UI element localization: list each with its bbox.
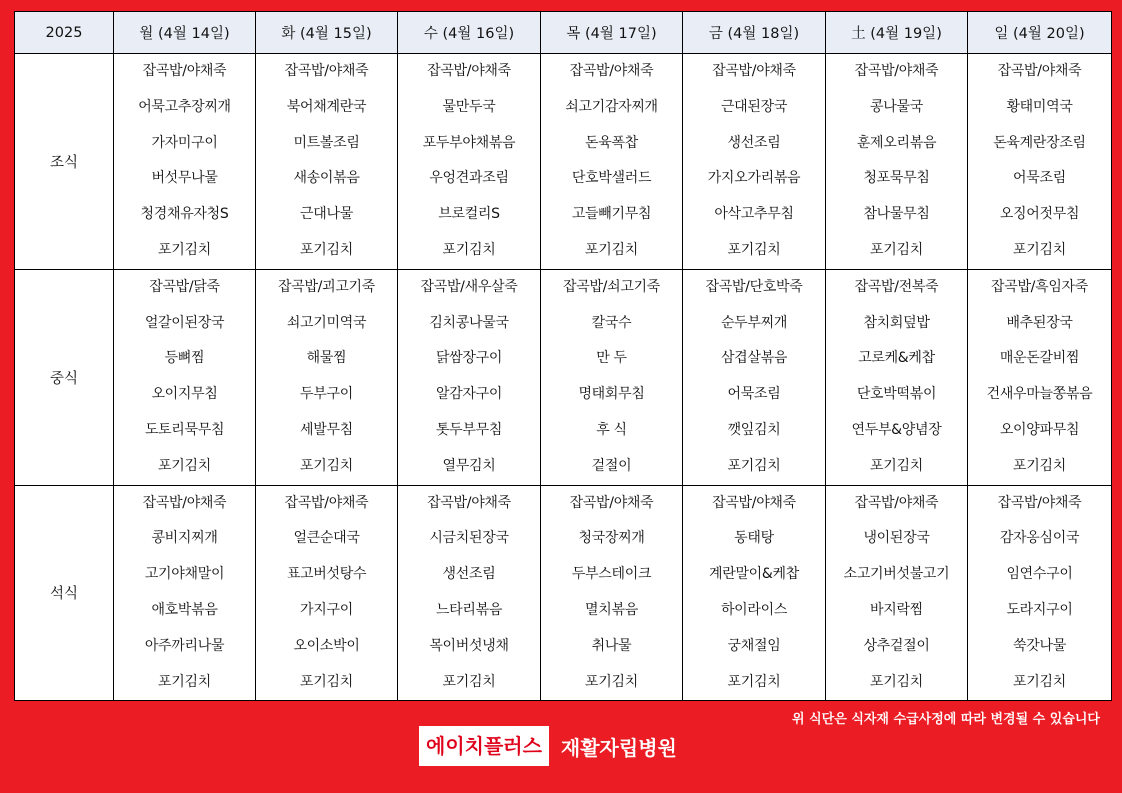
menu-item: 바지락찜 bbox=[870, 601, 923, 618]
menu-item: 돈육폭찹 bbox=[585, 134, 638, 151]
menu-item: 청국장찌개 bbox=[578, 530, 645, 547]
menu-item: 해물찜 bbox=[306, 350, 347, 367]
menu-item: 궁채절임 bbox=[727, 637, 781, 654]
menu-item: 오이지무침 bbox=[151, 386, 218, 403]
menu-item: 청경채유자청S bbox=[140, 206, 229, 223]
menu-item: 북어채계란국 bbox=[286, 98, 367, 115]
menu-item: 연두부&양념장 bbox=[851, 421, 942, 438]
menu-item: 가지구이 bbox=[300, 601, 353, 618]
menu-item: 잡곡밥/전복죽 bbox=[854, 278, 939, 295]
menu-item: 포기김치 bbox=[727, 457, 781, 474]
menu-cell-lunch-tue bbox=[256, 269, 398, 485]
menu-item: 생선조림 bbox=[727, 134, 781, 151]
menu-item: 아삭고추무침 bbox=[714, 206, 794, 223]
day-header-sun: 일 (4월 20일) bbox=[968, 12, 1112, 54]
menu-item: 돈육계란장조림 bbox=[993, 134, 1086, 151]
menu-item: 잡곡밥/단호박죽 bbox=[705, 278, 803, 295]
menu-change-notice: 위 식단은 식자재 수급사정에 따라 변경될 수 있습니다 bbox=[792, 712, 1100, 727]
menu-item: 포기김치 bbox=[158, 673, 211, 690]
menu-item: 오징어젓무침 bbox=[999, 206, 1080, 223]
menu-item: 미트볼조림 bbox=[293, 134, 360, 151]
menu-item: 잡곡밥/새우살죽 bbox=[420, 278, 518, 295]
menu-cell-lunch-wed bbox=[398, 269, 541, 485]
menu-item: 콩비지찌개 bbox=[151, 530, 218, 547]
menu-cell-lunch-sun bbox=[968, 269, 1112, 485]
menu-item: 고로케&케찹 bbox=[858, 350, 935, 367]
menu-item: 쇠고기미역국 bbox=[286, 314, 367, 331]
menu-cell-dinner-sat bbox=[826, 485, 968, 701]
menu-cell-dinner-sun bbox=[968, 485, 1112, 701]
menu-item: 포기김치 bbox=[1013, 241, 1066, 258]
menu-cell-dinner-thu bbox=[541, 485, 683, 701]
menu-item: 포기김치 bbox=[158, 457, 211, 474]
menu-item: 취나물 bbox=[591, 637, 632, 654]
meal-label-lunch: 중식 bbox=[15, 269, 114, 485]
menu-item: 브로컬리S bbox=[438, 206, 500, 223]
menu-item: 포기김치 bbox=[870, 457, 923, 474]
menu-item: 오이소박이 bbox=[293, 637, 360, 654]
menu-item: 포기김치 bbox=[727, 673, 781, 690]
menu-cell-dinner-tue bbox=[256, 485, 398, 701]
menu-item: 잡곡밥/흑임자죽 bbox=[991, 278, 1088, 295]
menu-item: 어묵조림 bbox=[1013, 170, 1066, 187]
menu-item: 잡곡밥/야채죽 bbox=[712, 63, 796, 79]
menu-item: 쇠고기감자찌개 bbox=[565, 98, 658, 115]
menu-item: 잡곡밥/야채죽 bbox=[427, 63, 511, 79]
menu-cell-breakfast-thu bbox=[541, 54, 683, 270]
menu-item: 후 식 bbox=[596, 421, 627, 438]
meal-label-dinner: 석식 bbox=[15, 485, 114, 701]
menu-item: 순두부찌개 bbox=[720, 314, 788, 331]
menu-cell-lunch-sat bbox=[826, 269, 968, 485]
menu-item: 포기김치 bbox=[870, 673, 923, 690]
menu-item: 포두부야채볶음 bbox=[422, 134, 516, 151]
header-row bbox=[15, 12, 1112, 54]
menu-item: 버섯무나물 bbox=[151, 170, 218, 187]
menu-item: 표고버섯탕수 bbox=[286, 566, 367, 583]
menu-item: 감자옹심이국 bbox=[999, 530, 1080, 547]
menu-item: 잡곡밥/쇠고기죽 bbox=[563, 278, 660, 295]
menu-item: 포기김치 bbox=[442, 241, 496, 258]
menu-item: 참치회덮밥 bbox=[863, 314, 930, 331]
menu-item: 쑥갓나물 bbox=[1013, 637, 1066, 654]
menu-item: 만 두 bbox=[596, 350, 627, 367]
menu-item: 포기김치 bbox=[1013, 673, 1066, 690]
menu-item: 닭쌈장구이 bbox=[435, 350, 503, 367]
menu-item: 잡곡밥/야채죽 bbox=[427, 494, 511, 511]
menu-item: 포기김치 bbox=[585, 673, 638, 690]
menu-item: 잡곡밥/야채죽 bbox=[854, 63, 939, 79]
menu-item: 상추겉절이 bbox=[863, 637, 930, 654]
menu-item: 두부스테이크 bbox=[571, 566, 652, 583]
weekly-menu-table bbox=[14, 11, 1112, 701]
menu-cell-dinner-mon bbox=[114, 485, 256, 701]
menu-item: 포기김치 bbox=[727, 241, 781, 258]
menu-item: 명태회무침 bbox=[578, 386, 645, 403]
menu-cell-breakfast-wed bbox=[398, 54, 541, 270]
menu-item: 세발무침 bbox=[300, 421, 353, 438]
logo-primary: 에이치플러스 bbox=[419, 726, 549, 766]
menu-item: 고기야채말이 bbox=[144, 566, 225, 583]
menu-item: 포기김치 bbox=[442, 673, 496, 690]
menu-item: 잡곡밥/닭죽 bbox=[149, 278, 220, 295]
menu-body bbox=[15, 54, 1112, 701]
menu-item: 청포묵무침 bbox=[863, 170, 930, 187]
menu-item: 두부구이 bbox=[300, 386, 353, 403]
menu-item: 포기김치 bbox=[158, 241, 211, 258]
menu-item: 오이양파무침 bbox=[999, 421, 1080, 438]
menu-item: 얼큰순대국 bbox=[293, 530, 360, 547]
menu-item: 임연수구이 bbox=[1006, 566, 1073, 583]
menu-item: 계란말이&케찹 bbox=[709, 566, 799, 583]
menu-item: 훈제오리볶음 bbox=[856, 134, 937, 151]
menu-item: 건새우마늘쫑볶음 bbox=[986, 386, 1093, 403]
menu-cell-breakfast-fri bbox=[683, 54, 826, 270]
menu-item: 하이라이스 bbox=[720, 601, 788, 618]
menu-cell-breakfast-tue bbox=[256, 54, 398, 270]
menu-item: 도토리묵무침 bbox=[144, 421, 225, 438]
menu-item: 단호박떡볶이 bbox=[856, 386, 937, 403]
menu-item: 잡곡밥/야채죽 bbox=[142, 63, 227, 79]
menu-item: 근대된장국 bbox=[720, 98, 788, 115]
menu-cell-breakfast-sun bbox=[968, 54, 1112, 270]
menu-cell-lunch-thu bbox=[541, 269, 683, 485]
menu-item: 고들빼기무침 bbox=[571, 206, 652, 223]
meal-row-lunch bbox=[15, 269, 1112, 485]
menu-item: 어묵고추장찌개 bbox=[138, 98, 231, 115]
menu-item: 생선조림 bbox=[442, 566, 496, 583]
menu-item: 잡곡밥/야채죽 bbox=[569, 494, 654, 511]
menu-item: 잡곡밥/야채죽 bbox=[997, 63, 1082, 79]
day-header-thu: 목 (4월 17일) bbox=[541, 12, 683, 54]
menu-item: 얼갈이된장국 bbox=[144, 314, 225, 331]
menu-item: 잡곡밥/야채죽 bbox=[854, 494, 939, 511]
menu-cell-lunch-fri bbox=[683, 269, 826, 485]
meal-label-breakfast: 조식 bbox=[15, 54, 114, 270]
menu-item: 냉이된장국 bbox=[863, 530, 930, 547]
menu-item: 동태탕 bbox=[734, 530, 774, 547]
menu-item: 잡곡밥/야채죽 bbox=[284, 494, 369, 511]
day-header-tue: 화 (4월 15일) bbox=[256, 12, 398, 54]
menu-item: 포기김치 bbox=[300, 241, 353, 258]
menu-item: 잡곡밥/야채죽 bbox=[569, 63, 654, 79]
menu-item: 포기김치 bbox=[300, 457, 353, 474]
menu-cell-dinner-fri bbox=[683, 485, 826, 701]
menu-item: 잡곡밥/괴고기죽 bbox=[278, 278, 375, 295]
menu-item: 톳두부무침 bbox=[435, 421, 503, 438]
menu-item: 콩나물국 bbox=[870, 98, 923, 115]
menu-item: 새송이볶음 bbox=[293, 170, 360, 187]
menu-item: 잡곡밥/야채죽 bbox=[284, 63, 369, 79]
day-header-fri: 금 (4월 18일) bbox=[683, 12, 826, 54]
menu-item: 잡곡밥/야채죽 bbox=[997, 494, 1082, 511]
day-header-mon: 월 (4월 14일) bbox=[114, 12, 256, 54]
menu-item: 우엉견과조림 bbox=[429, 170, 509, 187]
logo-secondary: 재활자립병원 bbox=[560, 735, 677, 760]
menu-item: 아주까리나물 bbox=[144, 637, 225, 654]
menu-cell-dinner-wed bbox=[398, 485, 541, 701]
menu-item: 단호박샐러드 bbox=[571, 170, 652, 187]
menu-item: 시금치된장국 bbox=[429, 530, 509, 547]
menu-item: 깻잎김치 bbox=[727, 421, 781, 438]
menu-item: 가자미구이 bbox=[151, 134, 218, 151]
menu-item: 칼국수 bbox=[591, 314, 632, 331]
menu-item: 포기김치 bbox=[300, 673, 353, 690]
menu-item: 매운돈갈비찜 bbox=[999, 350, 1080, 367]
menu-item: 겉절이 bbox=[591, 457, 632, 474]
menu-item: 잡곡밥/야채죽 bbox=[142, 494, 227, 511]
day-header-sat: 土 (4월 19일) bbox=[826, 12, 968, 54]
menu-item: 등뼈찜 bbox=[164, 350, 205, 367]
menu-item: 알감자구이 bbox=[435, 386, 503, 403]
menu-item: 목이버섯냉채 bbox=[429, 637, 509, 654]
menu-item: 소고기버섯불고기 bbox=[843, 566, 950, 583]
menu-item: 가지오가리볶음 bbox=[707, 170, 801, 187]
menu-item: 물만두국 bbox=[442, 98, 496, 115]
menu-cell-breakfast-mon bbox=[114, 54, 256, 270]
menu-item: 근대나물 bbox=[300, 206, 353, 223]
menu-item: 포기김치 bbox=[870, 241, 923, 258]
day-header-wed: 수 (4월 16일) bbox=[398, 12, 541, 54]
year-header: 2025 bbox=[15, 12, 114, 54]
menu-item: 느타리볶음 bbox=[435, 601, 503, 618]
menu-item: 배추된장국 bbox=[1006, 314, 1073, 331]
menu-item: 잡곡밥/야채죽 bbox=[712, 494, 796, 511]
menu-item: 멸치볶음 bbox=[585, 601, 638, 618]
meal-row-dinner bbox=[15, 485, 1112, 701]
menu-cell-lunch-mon bbox=[114, 269, 256, 485]
menu-item: 황태미역국 bbox=[1006, 98, 1073, 115]
menu-item: 포기김치 bbox=[585, 241, 638, 258]
menu-item: 포기김치 bbox=[1013, 457, 1066, 474]
menu-item: 삼겹살볶음 bbox=[720, 350, 788, 367]
menu-cell-breakfast-sat bbox=[826, 54, 968, 270]
menu-item: 열무김치 bbox=[442, 457, 496, 474]
menu-item: 김치콩나물국 bbox=[429, 314, 509, 331]
menu-item: 애호박볶음 bbox=[151, 601, 218, 618]
menu-item: 어묵조림 bbox=[727, 386, 781, 403]
meal-row-breakfast bbox=[15, 54, 1112, 270]
hospital-logo bbox=[419, 726, 677, 766]
menu-item: 참나물무침 bbox=[863, 206, 930, 223]
menu-item: 도라지구이 bbox=[1006, 601, 1073, 618]
